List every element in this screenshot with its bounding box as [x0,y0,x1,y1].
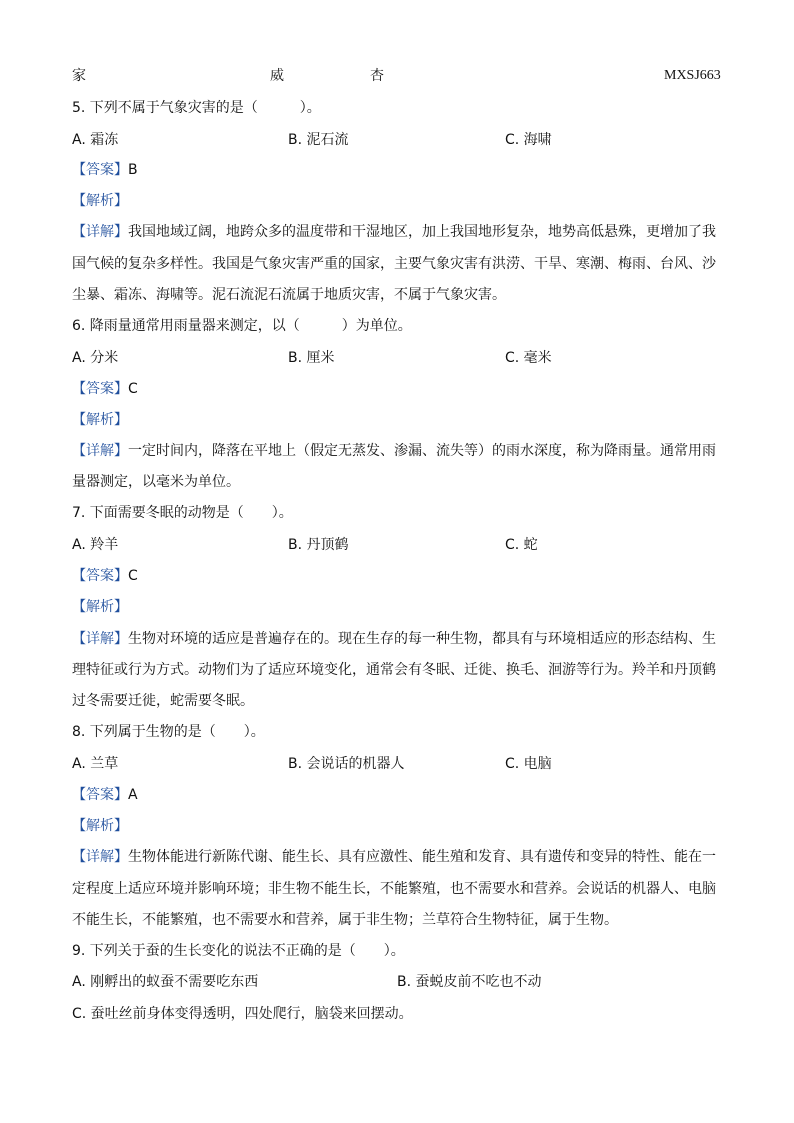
q7-answer-row [72,566,138,586]
q6-detail-line-1 [72,441,716,461]
q7-analysis-label [72,597,128,617]
q5-detail-line-2: 国气候的复杂多样性。我国是气象灾害严重的国家，主要气象灾害有洪涝、干旱、寒潮、梅雨、台风、沙 [72,256,716,272]
answer-label: 【答案】 [72,787,128,803]
q9-option-c: C. 蚕吐丝前身体变得透明，四处爬行，脑袋来回摆动。 [72,1006,413,1022]
q8-detail-text-1: 生物体能进行新陈代谢、能生长、具有应激性、能生殖和发育、具有遗传和变异的特性、能在一 [128,849,716,865]
answer-label: 【答案】 [72,381,128,397]
q5-answer-value: B [128,162,138,178]
q6-answer-value: C [128,381,138,397]
q8-option-a: A. 兰草 [72,756,119,772]
detail-label: 【详解】 [72,631,128,647]
analysis-label: 【解析】 [72,599,128,615]
q7-detail-line-3: 过冬需要迁徙，蛇需要冬眠。 [72,693,254,709]
q5-analysis-label [72,191,128,211]
q8-option-c: C. 电脑 [505,756,552,772]
answer-label: 【答案】 [72,162,128,178]
q8-answer-row [72,785,138,805]
q9-question: 9. 下列关于蚕的生长变化的说法不正确的是（ ）。 [72,943,405,959]
detail-label: 【详解】 [72,849,128,865]
q5-option-a: A. 霜冻 [72,132,119,148]
header-code: MXSJ663 [664,68,721,83]
q6-detail-line-2: 量器测定，以毫米为单位。 [72,474,240,490]
q6-analysis-label [72,410,128,430]
q7-detail-text-1: 生物对环境的适应是普遍存在的。现在生存的每一种生物，都具有与环境相适应的形态结构、生 [128,631,716,647]
analysis-label: 【解析】 [72,193,128,209]
q5-question: 5. 下列不属于气象灾害的是（ ）。 [72,100,321,116]
q8-detail-line-2: 定程度上适应环境并影响环境；非生物不能生长，不能繁殖，也不需要水和营养。会说话的机器人、电脑 [72,881,716,897]
q7-option-a: A. 羚羊 [72,537,119,553]
q7-question: 7. 下面需要冬眠的动物是（ ）。 [72,505,293,521]
q8-option-b: B. 会说话的机器人 [288,756,405,772]
q8-detail-line-1 [72,847,716,867]
q5-option-c: C. 海啸 [505,132,552,148]
q7-detail-line-2: 理特征或行为方式。动物们为了适应环境变化，通常会有冬眠、迁徙、换毛、洄游等行为。羚羊和丹顶鹤 [72,662,716,678]
q7-option-c: C. 蛇 [505,537,538,553]
analysis-label: 【解析】 [72,818,128,834]
q8-question: 8. 下列属于生物的是（ ）。 [72,724,265,740]
q7-option-b: B. 丹顶鹤 [288,537,349,553]
analysis-label: 【解析】 [72,412,128,428]
detail-label: 【详解】 [72,443,128,459]
q9-option-a: A. 刚孵出的蚁蚕不需要吃东西 [72,974,259,990]
q5-detail-line-3: 尘暴、霜冻、海啸等。泥石流泥石流属于地质灾害，不属于气象灾害。 [72,287,506,303]
q5-answer-row [72,160,138,180]
q8-analysis-label [72,816,128,836]
q5-detail-line-1 [72,222,716,242]
q5-option-b: B. 泥石流 [288,132,349,148]
q6-option-a: A. 分米 [72,350,119,366]
q6-option-b: B. 厘米 [288,350,335,366]
q9-option-b: B. 蚕蜕皮前不吃也不动 [397,974,542,990]
header-left-char: 家 [72,68,86,84]
q6-answer-row [72,379,138,399]
header-mid-char-1: 威 [270,68,284,84]
q8-answer-value: A [128,787,138,803]
q6-option-c: C. 毫米 [505,350,552,366]
header-mid-char-2: 杏 [370,68,384,84]
q5-detail-text-1: 我国地域辽阔，地跨众多的温度带和干湿地区，加上我国地形复杂，地势高低悬殊，更增加了我 [128,224,716,240]
answer-label: 【答案】 [72,568,128,584]
detail-label: 【详解】 [72,224,128,240]
q6-detail-text-1: 一定时间内，降落在平地上（假定无蒸发、渗漏、流失等）的雨水深度，称为降雨量。通常用雨 [128,443,716,459]
q7-detail-line-1 [72,629,716,649]
q8-detail-line-3: 不能生长，不能繁殖，也不需要水和营养，属于非生物；兰草符合生物特征，属于生物。 [72,912,618,928]
q6-question: 6. 降雨量通常用雨量器来测定，以（ ）为单位。 [72,318,412,334]
q7-answer-value: C [128,568,138,584]
